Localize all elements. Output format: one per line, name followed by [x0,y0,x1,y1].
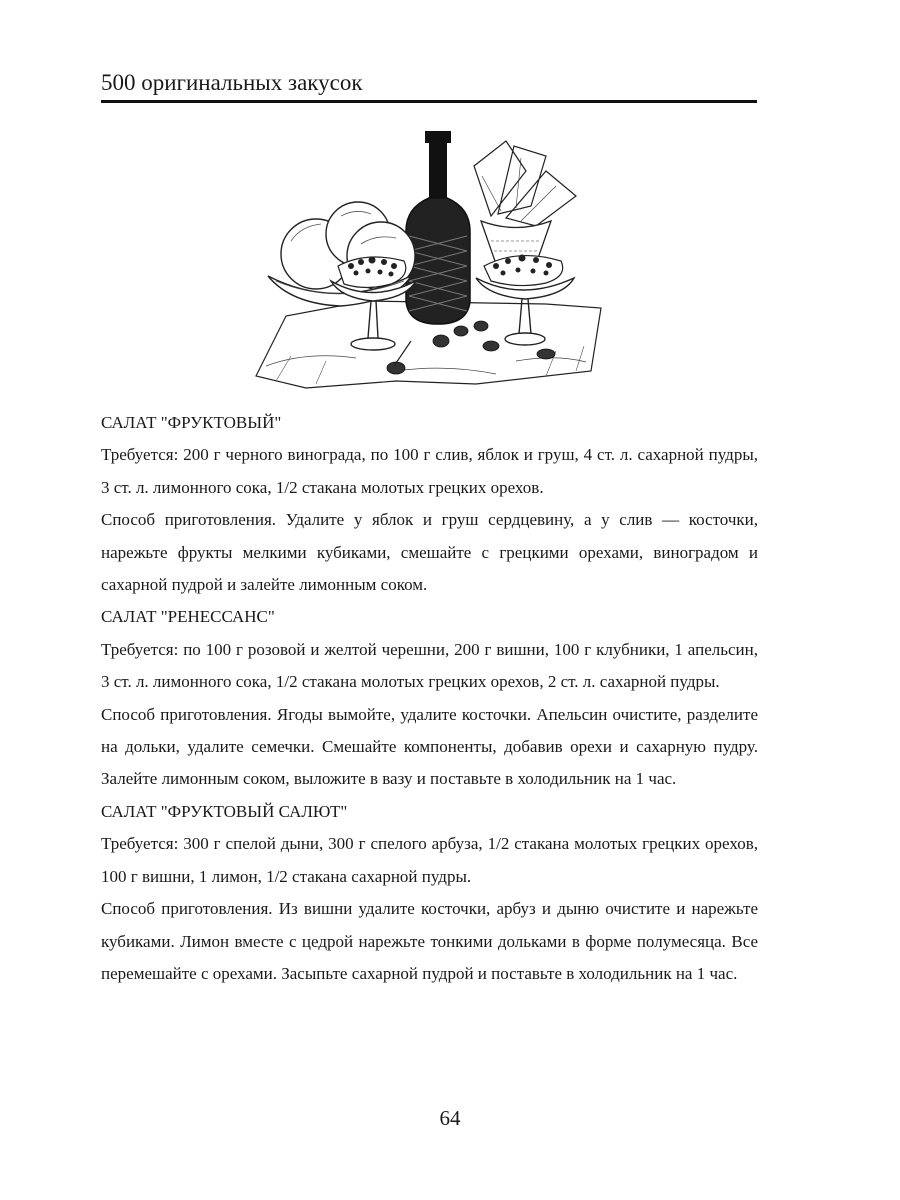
still-life-illustration [246,126,616,391]
recipe-method: Способ приготовления. Удалите у яблок и груш сердцевину, а у слив — косточки, нарежьте фрукты мелкими кубиками, смешайте с грецкими орехами, виноградом и сахарной пудрой и залейте лимонным соком. [101,510,758,595]
recipe-title: САЛАТ "РЕНЕССАНС" [101,607,275,627]
recipe-ingredients: Требуется: 300 г спелой дыни, 300 г спелого арбуза, 1/2 стакана молотых грецких орехов, 100 г вишни, 1 лимон, 1/2 стакана сахарной пудры. [101,834,758,886]
running-header [101,68,757,103]
recipe-title: САЛАТ "ФРУКТОВЫЙ САЛЮТ" [101,801,348,821]
recipe-method: Способ приготовления. Из вишни удалите косточки, арбуз и дыню очистите и нарежьте кубиками. Лимон вместе с цедрой нарежьте тонкими дольками в форме полумесяца. Все перемешайте с орехами. Засыпьте сахарной пудрой и поставьте в холодильник на 1 час. [101,899,758,983]
running-title: 500 оригинальных закусок [101,70,363,95]
recipe-ingredients: Требуется: по 100 г розовой и желтой черешни, 200 г вишни, 100 г клубники, 1 апельсин, 3 ст. л. лимонного сока, 1/2 стакана молотых грецких орехов, 2 ст. л. сахарной пудры. [101,639,758,692]
recipes-body [101,407,758,990]
recipe-method: Способ приготовления. Ягоды вымойте, удалите косточки. Апельсин очистите, разделите на дольки, удалите семечки. Смешайте компоненты, добавив орехи и сахарную пудру. Залейте лимонным соком, выложите в вазу и поставьте в холодильник на 1 час. [101,704,758,789]
page-number: 64 [439,1106,461,1130]
recipe-title: САЛАТ "ФРУКТОВЫЙ" [101,413,282,432]
recipe-ingredients: Требуется: 200 г черного винограда, по 100 г слив, яблок и груш, 4 ст. л. сахарной пудры, 3 ст. л. лимонного сока, 1/2 стакана молотых грецких орехов. [101,445,758,497]
